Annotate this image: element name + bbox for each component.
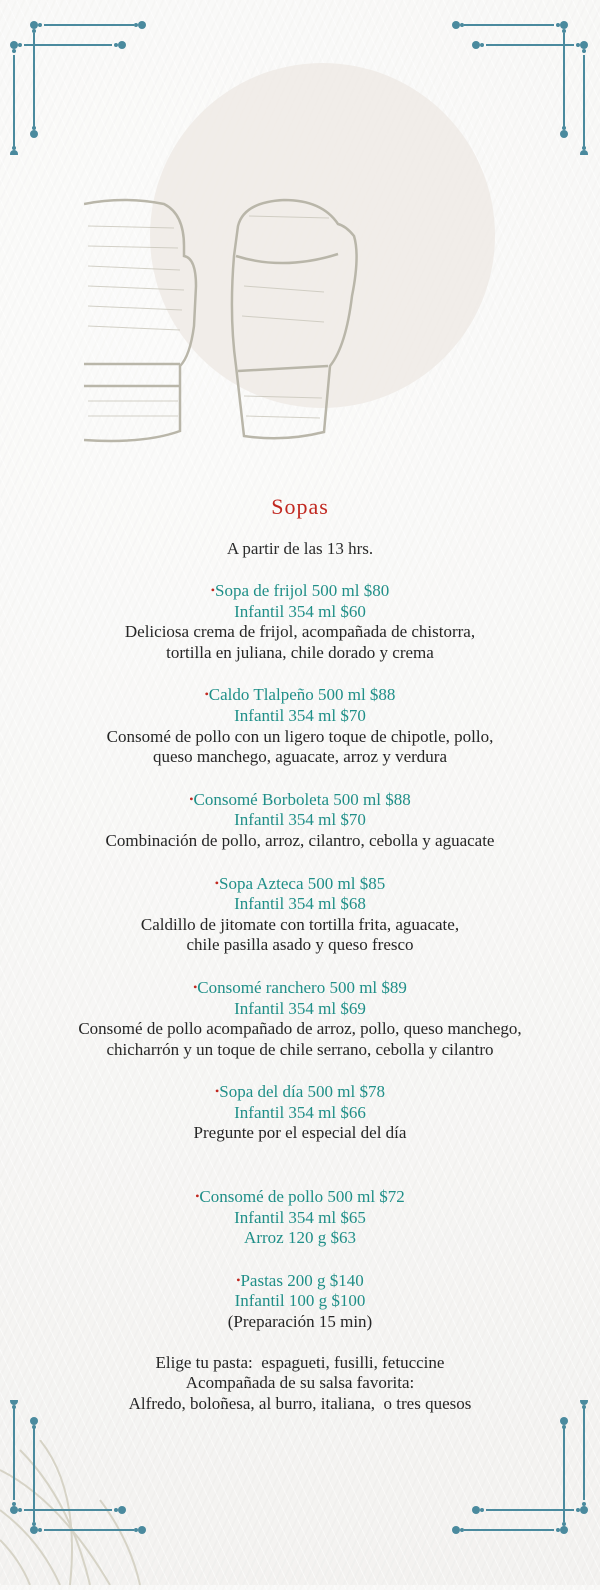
bullet-icon: • — [210, 583, 215, 597]
item-description: Combinación de pollo, arroz, cilantro, cebolla y aguacate — [105, 830, 495, 850]
menu-content — [0, 492, 600, 1414]
pasta-choice-line: Elige tu pasta: espagueti, fusilli, fetuccine — [155, 1352, 445, 1372]
corner-frame-icon — [452, 15, 592, 155]
item-variant: Infantil 354 ml $69 — [234, 998, 366, 1018]
item-variant: Infantil 354 ml $70 — [234, 810, 366, 830]
boxing-gloves-illustration — [84, 196, 374, 456]
item-name: Pastas 200 g $140 — [240, 1270, 364, 1290]
sauce-options-line: Alfredo, boloñesa, al burro, italiana, o tres quesos — [128, 1393, 472, 1413]
menu-item — [0, 977, 600, 1060]
item-variant: Infantil 354 ml $60 — [234, 601, 366, 621]
item-variant: Infantil 100 g $100 — [234, 1291, 366, 1311]
bullet-icon: • — [236, 1272, 241, 1287]
bullet-icon: • — [215, 1084, 220, 1099]
item-description: Consomé de pollo acompañado de arroz, pollo, queso manchego, — [78, 1019, 522, 1039]
bullet-icon: • — [195, 1189, 200, 1204]
menu-item — [0, 1186, 600, 1249]
item-name: Sopa Azteca 500 ml $85 — [219, 873, 386, 893]
item-name: Consomé Borboleta 500 ml $88 — [193, 789, 411, 809]
corner-frame-icon — [6, 1400, 146, 1540]
menu-item — [0, 684, 600, 767]
item-name: Consomé de pollo 500 ml $72 — [199, 1187, 405, 1207]
item-variant: Arroz 120 g $63 — [244, 1228, 356, 1248]
pasta-options-note — [0, 1353, 600, 1415]
item-variant: Infantil 354 ml $68 — [234, 894, 366, 914]
item-description: Deliciosa crema de frijol, acompañada de chistorra, — [124, 622, 476, 642]
item-description: Caldillo de jitomate con tortilla frita, aguacate, — [140, 914, 460, 934]
section-title: Sopas — [271, 494, 329, 519]
menu-item — [0, 580, 600, 663]
menu-item — [0, 873, 600, 956]
item-description: queso manchego, aguacate, arroz y verdura — [152, 747, 448, 767]
item-variant: Infantil 354 ml $65 — [234, 1207, 366, 1227]
item-name: Consomé ranchero 500 ml $89 — [197, 977, 407, 997]
item-description: chicharrón y un toque de chile serrano, cebolla y cilantro — [106, 1039, 494, 1059]
corner-frame-icon — [6, 15, 146, 155]
bullet-icon: • — [204, 687, 209, 702]
menu-item — [0, 789, 600, 852]
corner-frame-icon — [452, 1400, 592, 1540]
item-name: Sopa del día 500 ml $78 — [219, 1082, 385, 1102]
menu-item — [0, 1270, 600, 1333]
menu-item — [0, 1081, 600, 1144]
item-description: chile pasilla asado y queso fresco — [186, 935, 414, 955]
item-variant: Infantil 354 ml $66 — [234, 1102, 366, 1122]
item-description: (Preparación 15 min) — [227, 1312, 373, 1332]
sauce-intro-line: Acompañada de su salsa favorita: — [185, 1373, 415, 1393]
item-description: Pregunte por el especial del día — [193, 1123, 407, 1143]
item-name: Sopa de frijol 500 ml $80 — [214, 581, 390, 600]
service-hours: A partir de las 13 hrs. — [226, 539, 374, 558]
item-description: tortilla en juliana, chile dorado y crema — [166, 642, 434, 662]
bullet-icon: • — [193, 979, 198, 994]
bullet-icon: • — [189, 791, 194, 806]
item-description: Consomé de pollo con un ligero toque de chipotle, pollo, — [106, 726, 494, 746]
item-name: Caldo Tlalpeño 500 ml $88 — [208, 685, 396, 705]
item-variant: Infantil 354 ml $70 — [234, 705, 366, 725]
bullet-icon: • — [214, 875, 219, 890]
